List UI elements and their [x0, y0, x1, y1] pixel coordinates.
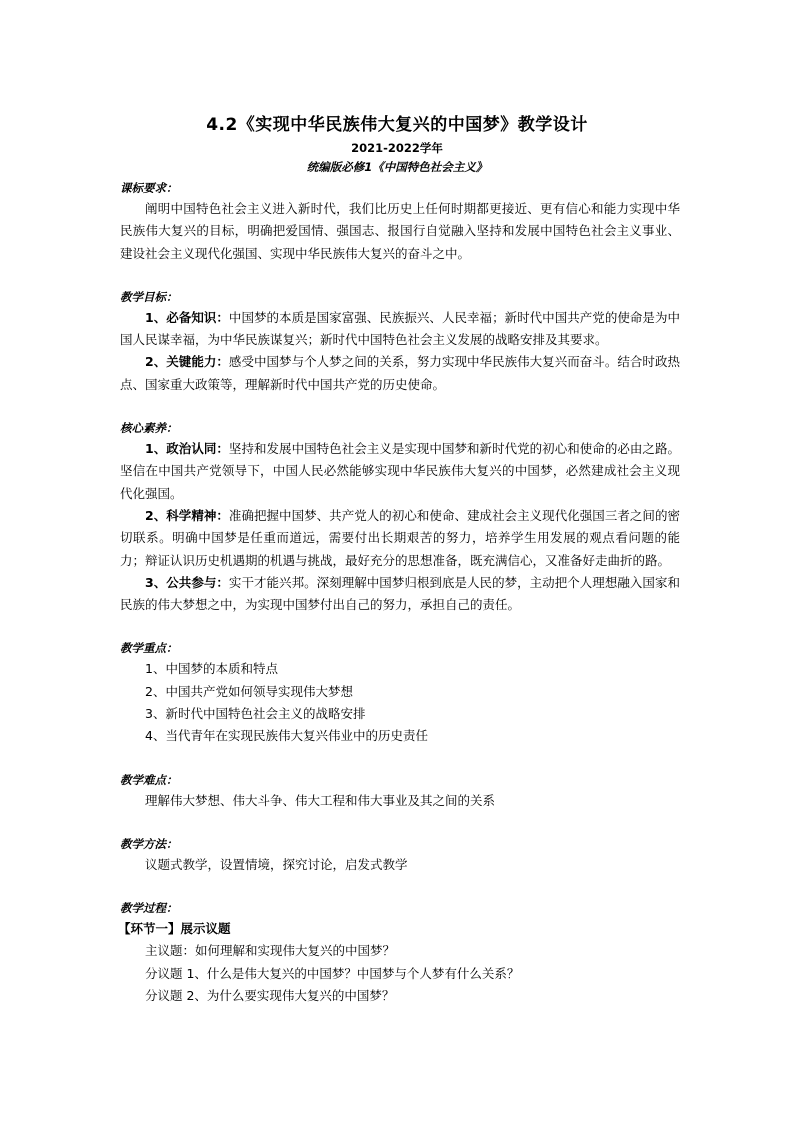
process-heading: 教学过程： [120, 901, 178, 916]
textbook-name: 统编版必修1《中国特色社会主义》 [306, 160, 488, 174]
objective-item [120, 351, 680, 396]
school-year: 2021-2022学年 [351, 141, 443, 155]
document-title: 4.2《实现中华民族伟大复兴的中国梦》教学设计 [206, 115, 588, 135]
key-point-item: 2、中国共产党如何领导实现伟大梦想 [145, 683, 353, 699]
document-body [120, 178, 680, 1007]
methods-text: 议题式教学，设置情境，探究讨论，启发式教学 [145, 856, 408, 872]
objective-item [120, 307, 680, 352]
literacy-text: 坚持和发展中国特色社会主义是实现中国梦和新时代党的初心和使命的必由之路。坚信在中国共产党领导下，中国人民必然能够实现中华民族伟大复兴的中国梦，必然建成社会主义现代化强国。 [120, 441, 680, 501]
process-section-title: 【环节一】展示议题 [118, 921, 231, 937]
key-point-item: 4、当代青年在实现民族伟大复兴伟业中的历史责任 [145, 728, 428, 744]
literacy-text: 准确把握中国梦、共产党人的初心和使命、建成社会主义现代化强国三者之间的密切联系。明确中国梦是任重而道远，需要付出长期艰苦的努力，培养学生用发展的观点看问题的能力；辩证认识历史机遇期的机遇与挑战，最好充分的思想准备，既充满信心，又准备好走曲折的路。 [120, 507, 680, 568]
literacy-text: 实干才能兴邦。深刻理解中国梦归根到底是人民的梦，主动把个人理想融入国家和民族的伟大梦想之中，为实现中国梦付出自己的努力，承担自己的责任。 [120, 574, 680, 613]
key-point-item: 3、新时代中国特色社会主义的战略安排 [145, 706, 366, 722]
literacy-item [120, 572, 680, 617]
key-point-item: 1、中国梦的本质和特点 [145, 661, 278, 677]
objective-lead: 1、必备知识： [145, 309, 229, 325]
curriculum-text: 阐明中国特色社会主义进入新时代，我们比历史上任何时期都更接近、更有信心和能力实现中华民族伟大复兴的目标，明确把爱国情、强国志、报国行自觉融入坚持和发展中国特色社会主义事业、建设社会主义现代化强国、实现中华民族伟大复兴的奋斗之中。 [120, 201, 680, 261]
literacy-item [120, 438, 680, 505]
curriculum-heading: 课标要求： [120, 181, 178, 195]
process-line: 主议题：如何理解和实现伟大复兴的中国梦？ [145, 943, 396, 959]
difficulties-text: 理解伟大梦想、伟大斗争、伟大工程和伟大事业及其之间的关系 [145, 792, 496, 808]
literacy-lead: 3、公共参与： [145, 574, 229, 590]
objective-text: 中国梦的本质是国家富强、民族振兴、人民幸福；新时代中国共产党的使命是为中国人民谋幸福，为中华民族谋复兴；新时代中国特色社会主义发展的战略安排及其要求。 [120, 309, 680, 348]
difficulties-heading: 教学难点： [120, 772, 178, 787]
literacy-lead: 2、科学精神： [145, 507, 229, 523]
objective-lead: 2、关键能力： [145, 354, 229, 370]
objective-text: 感受中国梦与个人梦之间的关系，努力实现中华民族伟大复兴而奋斗。结合时政热点、国家重大政策等，理解新时代中国共产党的历史使命。 [120, 354, 680, 392]
literacy-item [120, 505, 680, 572]
methods-heading: 教学方法： [120, 836, 178, 851]
process-line: 分议题 1、什么是伟大复兴的中国梦？中国梦与个人梦有什么关系？ [145, 965, 520, 981]
key-points-heading: 教学重点： [120, 641, 178, 656]
process-line: 分议题 2、为什么要实现伟大复兴的中国梦？ [145, 987, 395, 1003]
literacy-lead: 1、政治认同： [145, 441, 229, 457]
objectives-heading: 教学目标： [120, 289, 178, 304]
literacy-heading: 核心素养： [120, 421, 178, 436]
